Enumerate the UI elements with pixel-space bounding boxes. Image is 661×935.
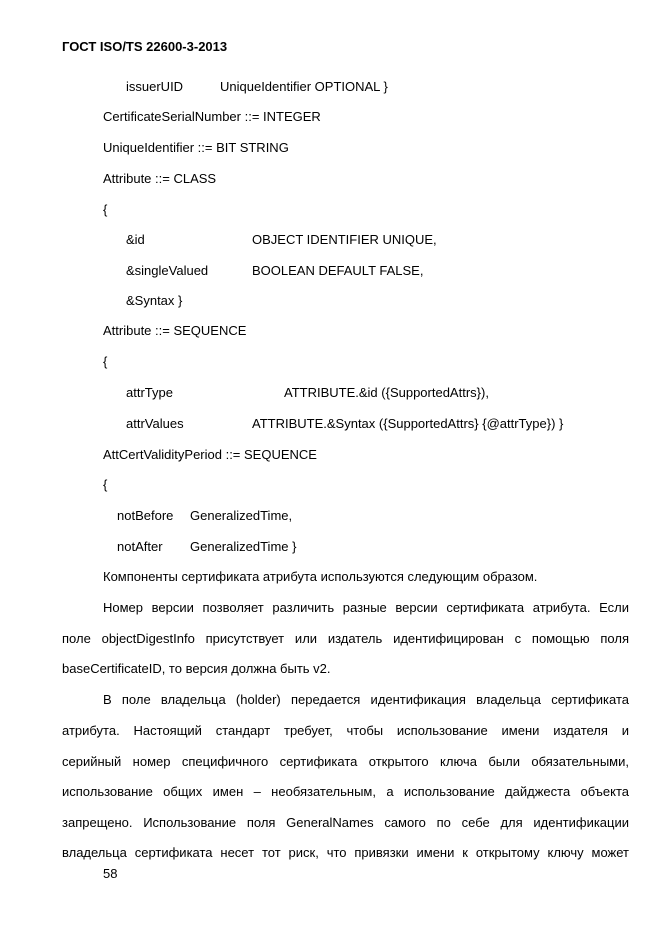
code-issueruid-name: issuerUID: [126, 79, 184, 94]
paragraph-holder-line: запрещено. Использование поля GeneralNames самого по себе для идентификации: [62, 815, 629, 830]
code-singlevalued-type: BOOLEAN DEFAULT FALSE,: [252, 263, 424, 278]
page-number: 58: [103, 866, 118, 881]
paragraph-holder-line: использование общих имен – необязательным, а использование дайджеста объекта: [62, 784, 629, 799]
paragraph-version-line: Номер версии позволяет различить разные версии сертификата атрибута. Если: [103, 600, 629, 615]
code-attribute-class: Attribute ::= CLASS: [103, 171, 217, 186]
code-attrvalues-type: ATTRIBUTE.&Syntax ({SupportedAttrs} {@attrType}) }: [252, 416, 564, 431]
code-singlevalued-name: &singleValued: [126, 263, 209, 278]
code-unique-identifier: UniqueIdentifier ::= BIT STRING: [103, 140, 289, 155]
code-attrtype-type: ATTRIBUTE.&id ({SupportedAttrs}),: [284, 385, 489, 400]
code-syntax: &Syntax }: [126, 293, 183, 308]
paragraph-holder-line: серийный номер специфичного сертификата открытого ключа были обязательными,: [62, 754, 629, 769]
code-brace-open: {: [103, 202, 108, 217]
code-id-type: OBJECT IDENTIFIER UNIQUE,: [252, 232, 437, 247]
code-issueruid-type: UniqueIdentifier OPTIONAL }: [220, 79, 388, 94]
code-notbefore-name: notBefore: [117, 508, 174, 523]
code-notbefore-type: GeneralizedTime,: [190, 508, 293, 523]
code-validity-period: AttCertValidityPeriod ::= SEQUENCE: [103, 447, 317, 462]
paragraph-version-line: поле objectDigestInfo присутствует или издатель идентифицирован с помощью поля: [62, 631, 629, 646]
paragraph-holder-line: В поле владельца (holder) передается идентификация владельца сертификата: [103, 692, 629, 707]
code-notafter-type: GeneralizedTime }: [190, 539, 297, 554]
paragraph-version-line: baseCertificateID, то версия должна быть v2.: [62, 661, 331, 676]
code-id-name: &id: [126, 232, 145, 247]
paragraph-holder-line: атрибута. Настоящий стандарт требует, чтобы использование имени издателя и: [62, 723, 629, 738]
code-brace-open: {: [103, 354, 108, 369]
code-notafter-name: notAfter: [117, 539, 163, 554]
code-attrvalues-name: attrValues: [126, 416, 184, 431]
standard-header: ГОСТ ISO/TS 22600-3-2013: [62, 39, 228, 54]
code-attrtype-name: attrType: [126, 385, 173, 400]
paragraph-components: Компоненты сертификата атрибута используются следующим образом.: [103, 569, 538, 584]
code-brace-open: {: [103, 477, 108, 492]
code-certificate-serial: CertificateSerialNumber ::= INTEGER: [103, 109, 321, 124]
paragraph-holder-line: владельца сертификата несет тот риск, что привязки имени к открытому ключу может: [62, 845, 629, 860]
code-attribute-sequence: Attribute ::= SEQUENCE: [103, 323, 247, 338]
